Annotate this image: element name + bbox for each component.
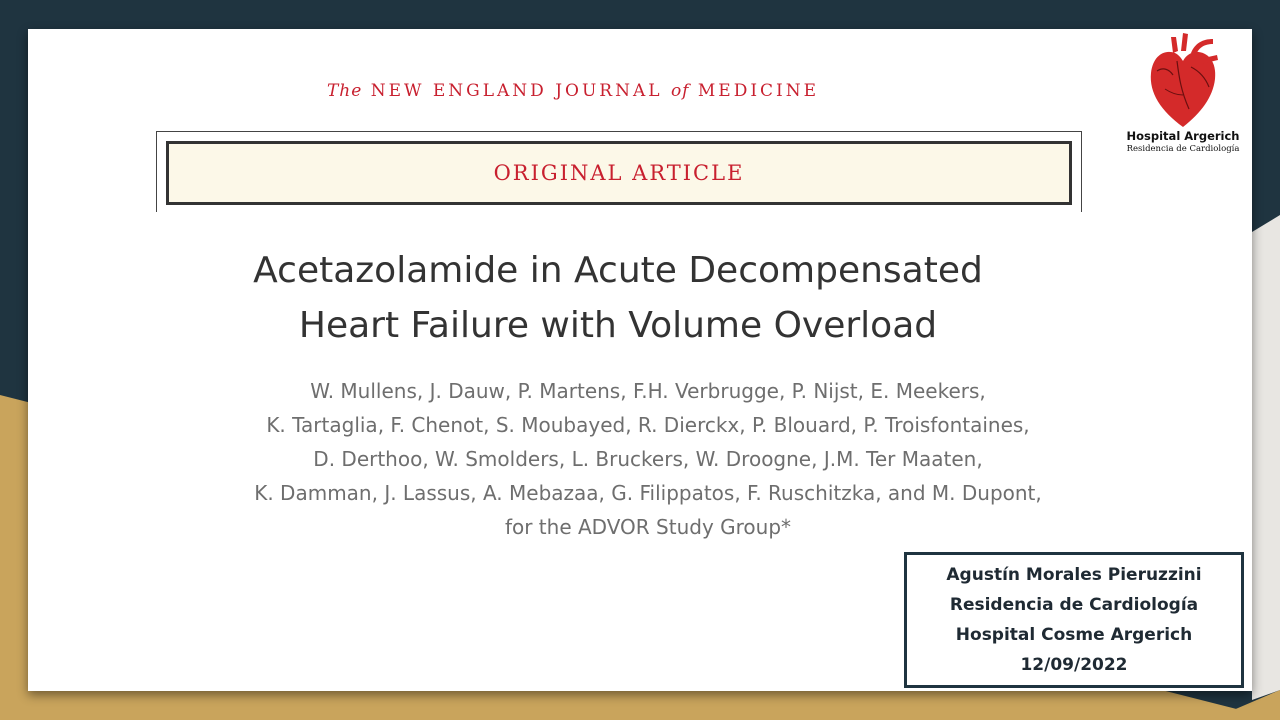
article-type-label: ORIGINAL ARTICLE [493,161,745,185]
article-type-box [166,141,1072,205]
presenter-date: 12/09/2022 [1020,655,1128,675]
logo-subtitle: Residencia de Cardiología [1126,144,1240,154]
presenter-hospital: Hospital Cosme Argerich [955,625,1193,645]
author-line-2: K. Tartaglia, F. Chenot, S. Moubayed, R. Dierckx, P. Blouard, P. Troisfontaines, [266,413,1030,437]
article-title [28,243,1208,353]
author-line-5: for the ADVOR Study Group* [504,515,792,539]
masthead-main: NEW ENGLAND JOURNAL [370,81,663,101]
hospital-logo [1118,31,1248,161]
heart-icon [1143,31,1223,129]
masthead-the: The [326,81,363,101]
author-list [28,374,1268,544]
presenter-name: Agustín Morales Pieruzzini [946,565,1202,585]
presenter-program: Residencia de Cardiología [949,595,1199,615]
journal-masthead [28,81,1118,101]
article-title-line-2: Heart Failure with Volume Overload [298,305,938,346]
article-type-frame [156,131,1082,212]
masthead-end: MEDICINE [697,81,820,101]
author-line-1: W. Mullens, J. Dauw, P. Martens, F.H. Verbrugge, P. Nijst, E. Meekers, [310,379,986,403]
presenter-box [904,552,1244,688]
logo-name: Hospital Argerich [1126,129,1240,143]
author-line-3: D. Derthoo, W. Smolders, L. Bruckers, W. Droogne, J.M. Ter Maaten, [313,447,983,471]
masthead-of: of [670,81,690,101]
author-line-4: K. Damman, J. Lassus, A. Mebazaa, G. Filippatos, F. Ruschitzka, and M. Dupont, [254,481,1042,505]
article-title-line-1: Acetazolamide in Acute Decompensated [253,250,983,291]
